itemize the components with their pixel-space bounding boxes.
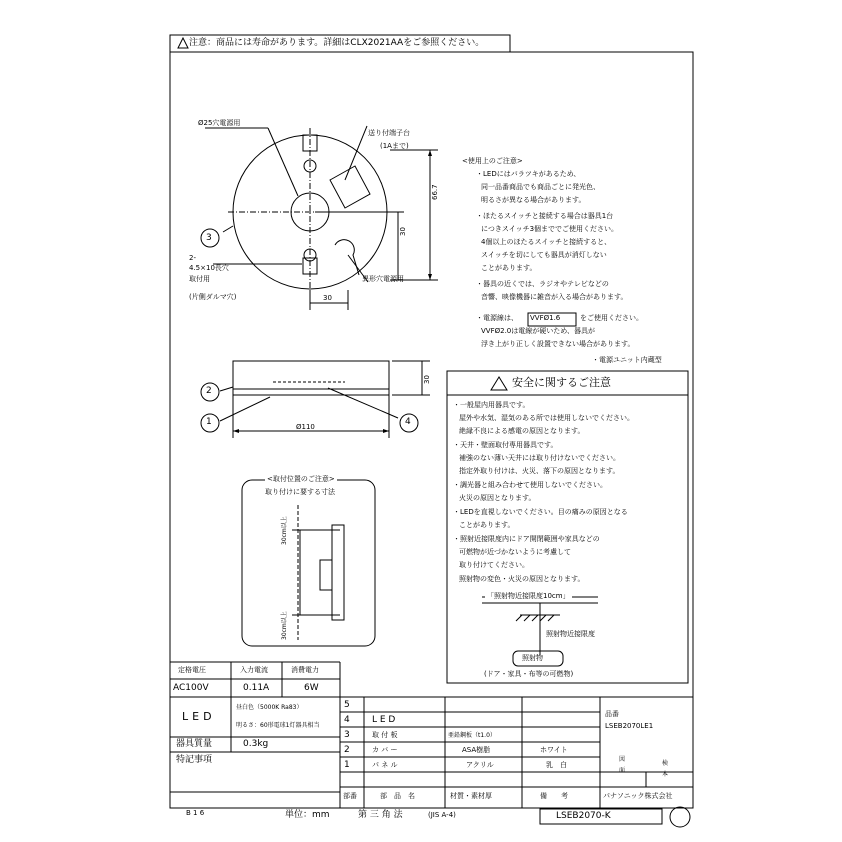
safety-line: 補強のない薄い天井には取り付けないでください。 xyxy=(459,454,620,462)
drawing-label: 図 xyxy=(619,756,626,763)
part-name: パ ネ ル xyxy=(372,761,398,769)
usage-line: ・器具の近くでは、ラジオやテレビなどの xyxy=(476,280,609,288)
weight-value: 0.3kg xyxy=(243,739,269,749)
usage-line: 明るさが異なる場合があります。 xyxy=(481,196,586,204)
callout-3: 3 xyxy=(206,233,212,243)
check-value: 本 xyxy=(662,771,669,778)
weight-label: 器具質量 xyxy=(176,739,213,749)
part-no: 4 xyxy=(344,715,350,725)
safety-line: ・照射近接限度内にドア開閉範囲や家具などの xyxy=(453,535,600,543)
wire-prefix: ・電源線は、 xyxy=(476,314,518,322)
safety-line: 屋外や水気、湿気のある所では使用しないでください。 xyxy=(459,414,634,422)
unit-label: 単位：mm xyxy=(285,810,330,820)
safety-line: 照射物の変色・火災の原因となります。 xyxy=(459,575,585,583)
drawing-number: LSEB2070-K xyxy=(556,811,611,821)
limit-label: 「照射物近接限度10cm」 xyxy=(487,592,570,600)
usage-line: 音響、映像機器に雑音が入る場合があります。 xyxy=(481,293,628,301)
part-material: アクリル xyxy=(466,761,494,769)
wire-line-3: 浮き上がり正しく設置できない場合があります。 xyxy=(481,340,635,348)
part-no: 1 xyxy=(344,760,350,770)
wire-line-2: VVFØ2.0は電線が硬いため、器具が xyxy=(481,327,595,335)
dim-30-v: 30 xyxy=(399,227,407,236)
safety-line: ・天井・壁面取付専用器具です。 xyxy=(453,441,558,449)
led-detail-1: 昼白色（5000K Ra83） xyxy=(236,704,303,711)
spec-power: 6W xyxy=(304,683,319,693)
slot-label-1: 2- xyxy=(189,254,196,262)
safety-line: ・一般屋内用器具です。 xyxy=(453,401,530,409)
odd-hole-label: 異形穴電源用 xyxy=(362,275,404,283)
part-no: 2 xyxy=(344,745,350,755)
object-examples: (ドア・家具・布等の可燃物) xyxy=(484,670,574,678)
odd-hole xyxy=(335,240,359,275)
usage-line: 4個以上のほたるスイッチと接続すると、 xyxy=(481,238,612,246)
slot-label-3: 取付用 xyxy=(189,275,210,283)
terminal-label: 送り付端子台 xyxy=(368,129,410,137)
safety-line: ことがあります。 xyxy=(459,521,515,529)
led-label: LED xyxy=(182,710,216,723)
usage-line: 同一品番商品でも商品ごとに発光色、 xyxy=(481,183,600,191)
spec-header: 消費電力 xyxy=(291,666,319,674)
check-label: 検 xyxy=(662,760,669,767)
part-no: 3 xyxy=(344,730,350,740)
side-dim-110: Ø110 xyxy=(296,423,315,431)
hole-label: Ø25穴電源用 xyxy=(198,119,241,127)
dim-66-7: 66.7 xyxy=(431,184,439,200)
header-note: 備 考 xyxy=(540,792,568,800)
usage-line: ・ほたるスイッチと接続する場合は器具1台 xyxy=(476,212,614,220)
spec-current: 0.11A xyxy=(243,683,270,693)
usage-heading: <使用上のご注意> xyxy=(462,157,523,165)
part-name: 取 付 板 xyxy=(372,731,398,739)
wire-box: VVFØ1.6 xyxy=(530,314,561,322)
special-label: 特記事項 xyxy=(176,755,213,765)
led-detail-2: 明るさ：60形電球1灯器具相当 xyxy=(236,722,320,729)
mount-note-box xyxy=(242,480,375,646)
drawing-value: 面 xyxy=(619,767,626,774)
part-no: 5 xyxy=(344,700,350,710)
mount-dim-top: 30cm以上 xyxy=(281,516,288,545)
callout-2: 2 xyxy=(206,386,212,396)
spec-header: 入力電流 xyxy=(240,666,268,674)
side-dim-30: 30 xyxy=(423,375,431,384)
mount-title-1: <取付位置のご注意> xyxy=(267,475,335,483)
header-part-no: 部番 xyxy=(343,792,357,800)
unit-note: ・電源ユニット内蔵型 xyxy=(592,356,662,364)
safety-line: 取り付けてください。 xyxy=(459,561,529,569)
part-note: 乳 白 xyxy=(546,761,567,769)
usage-line: につきスイッチ3個まででご使用ください。 xyxy=(481,225,619,233)
spec-header: 定格電圧 xyxy=(178,666,206,674)
side-view-body xyxy=(233,361,389,395)
part-note: ホワイト xyxy=(540,746,568,754)
spec-voltage: AC100V xyxy=(173,683,209,693)
safety-line: 指定外取り付けは、火災、落下の原因となります。 xyxy=(459,467,620,475)
safety-line: 可燃物が近づかないように考慮して xyxy=(459,548,571,556)
safety-line: 火災の原因となります。 xyxy=(459,494,536,502)
mount-dim-bottom: 30cm以上 xyxy=(281,611,288,640)
slot-label-4: (片側ダルマ穴) xyxy=(189,293,237,301)
terminal-block xyxy=(330,166,370,208)
dim-30-h: 30 xyxy=(323,294,332,302)
wire-suffix: をご使用ください。 xyxy=(580,314,643,322)
part-material: 亜鉛鋼板（t1.0） xyxy=(448,732,496,739)
callout-4: 4 xyxy=(405,417,411,427)
usage-line: スイッチを切にしても器具が消灯しない xyxy=(481,251,607,259)
product-label: 品番 xyxy=(605,710,619,718)
safety-line: 絶縁不良による感電の原因となります。 xyxy=(459,427,585,435)
safety-line: ・調光器と組み合わせて使用しないでください。 xyxy=(453,481,607,489)
part-name: カ バ ー xyxy=(372,746,398,754)
header-material: 材質・素材厚 xyxy=(450,792,492,800)
part-name: L E D xyxy=(372,715,396,725)
part-material: ASA樹脂 xyxy=(462,746,491,754)
warning-triangle-icon xyxy=(491,377,507,390)
usage-line: ・LEDにはバラツキがあるため、 xyxy=(476,170,581,178)
sheet-size: B 1 6 xyxy=(186,809,205,817)
object-label: 照射物 xyxy=(522,654,543,662)
header-part-name: 部 品 名 xyxy=(380,792,415,800)
limit-side: 照射物近接限度 xyxy=(546,630,595,638)
mount-title-2: 取り付けに要する寸法 xyxy=(265,488,335,496)
safety-line: ・LEDを直視しないでください。目の痛みの原因となる xyxy=(453,508,628,516)
notice-text: 注意：商品には寿命があります。詳細はCLX2021AAをご参照ください。 xyxy=(189,38,485,48)
company-name: パナソニック株式会社 xyxy=(603,792,673,800)
safety-title: 安全に関するご注意 xyxy=(512,376,611,389)
standard-label: (JIS A-4) xyxy=(428,811,456,819)
product-code: LSEB2070LE1 xyxy=(605,722,654,730)
callout-1: 1 xyxy=(206,417,212,427)
slot-label-2: 4.5×10長穴 xyxy=(189,264,229,272)
usage-line: ことがあります。 xyxy=(481,264,537,272)
warning-triangle-icon xyxy=(178,38,188,48)
projection-label: 第 三 角 法 xyxy=(358,810,403,820)
terminal-sub: (1Aまで) xyxy=(380,142,409,150)
